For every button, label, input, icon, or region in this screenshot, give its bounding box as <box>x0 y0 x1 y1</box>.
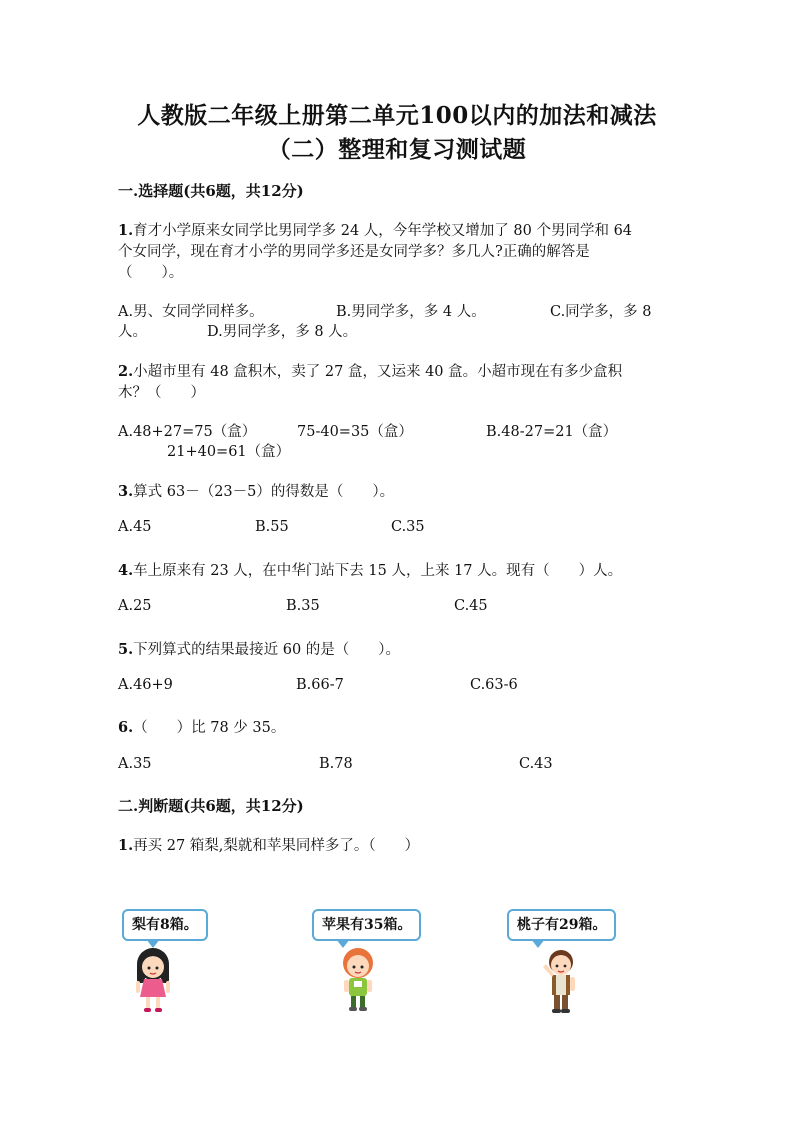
q2-text1: 小超市里有 48 盒积木，卖了 27 盒，又运来 40 盒。小超市现在有多少盒积 <box>133 364 623 380</box>
speech-bubble-pears: 梨有8箱。 <box>122 909 208 941</box>
q4-option-c: C.45 <box>454 598 488 614</box>
j1-text: 再买 27 箱梨,梨就和苹果同样多了。（ ） <box>133 838 420 854</box>
q3-option-b: B.55 <box>255 519 289 535</box>
q5-stem <box>118 638 400 659</box>
q3-text: 算式 63－（23－5）的得数是（ ）。 <box>133 484 395 500</box>
q2-option-b1: B.48-27=21（盒） <box>486 424 618 440</box>
q6-option-a: A.35 <box>118 756 152 772</box>
q1-option-b: B.男同学多，多 4 人。 <box>336 304 486 320</box>
section-choice-heading: 一.选择题(共6题，共12分) <box>118 182 304 200</box>
q2-line2: 木？（ ） <box>118 385 205 401</box>
q6-stem <box>118 716 285 737</box>
q1-option-c-cont: 人。 <box>118 324 147 340</box>
document-title-line2: （二）整理和复习测试题 <box>267 136 527 163</box>
q1-line3: （ ）。 <box>118 265 184 281</box>
j1-number: 1. <box>118 837 134 854</box>
q5-option-c: C.63-6 <box>470 677 518 693</box>
q2-number: 2. <box>118 363 134 380</box>
q1-option-a: A.男、女同学同样多。 <box>118 304 264 320</box>
q1-line2: 个女同学，现在育才小学的男同学多还是女同学多？多几人?正确的解答是 <box>118 244 590 260</box>
q6-option-c: C.43 <box>519 756 553 772</box>
q1-text1: 育才小学原来女同学比男同学多 24 人，今年学校又增加了 80 个男同学和 64 <box>133 223 633 239</box>
section-judgment-heading: 二.判断题(共6题，共12分) <box>118 797 304 815</box>
q6-number: 6. <box>118 719 134 736</box>
q4-option-b: B.35 <box>286 598 320 614</box>
q6-option-b: B.78 <box>319 756 353 772</box>
q4-option-a: A.25 <box>118 598 152 614</box>
girl-redhair-cartoon-icon <box>337 945 379 1015</box>
q4-number: 4. <box>118 562 134 579</box>
q3-option-c: C.35 <box>391 519 425 535</box>
q4-stem <box>118 559 622 580</box>
boy-cartoon-icon <box>537 945 583 1017</box>
q5-option-b: B.66-7 <box>296 677 344 693</box>
q1-number: 1. <box>118 222 134 239</box>
q2-line1 <box>118 360 622 381</box>
q3-option-a: A.45 <box>118 519 152 535</box>
q6-text: （ ）比 78 少 35。 <box>133 720 286 736</box>
q1-option-c: C.同学多，多 8 <box>550 304 652 320</box>
q1-option-d: D.男同学多，多 8 人。 <box>207 324 358 340</box>
q3-number: 3. <box>118 483 134 500</box>
q2-option-b2: 21+40=61（盒） <box>167 444 291 460</box>
speech-bubble-peaches: 桃子有29箱。 <box>507 909 616 941</box>
q5-option-a: A.46+9 <box>118 677 173 693</box>
girl-cartoon-icon <box>131 945 175 1015</box>
j1-stem <box>118 834 419 855</box>
q1-line1 <box>118 219 632 240</box>
speech-bubble-apples: 苹果有35箱。 <box>312 909 421 941</box>
q5-number: 5. <box>118 641 134 658</box>
q5-text: 下列算式的结果最接近 60 的是（ ）。 <box>133 642 401 658</box>
q2-option-a1: A.48+27=75（盒） <box>118 424 257 440</box>
q3-stem <box>118 480 394 501</box>
document-title-line1: 人教版二年级上册第二单元100以内的加法和减法 <box>137 102 657 129</box>
q4-text: 车上原来有 23 人，在中华门站下去 15 人，上来 17 人。现有（ ）人。 <box>133 563 623 579</box>
q2-option-a2: 75-40=35（盒） <box>297 424 413 440</box>
